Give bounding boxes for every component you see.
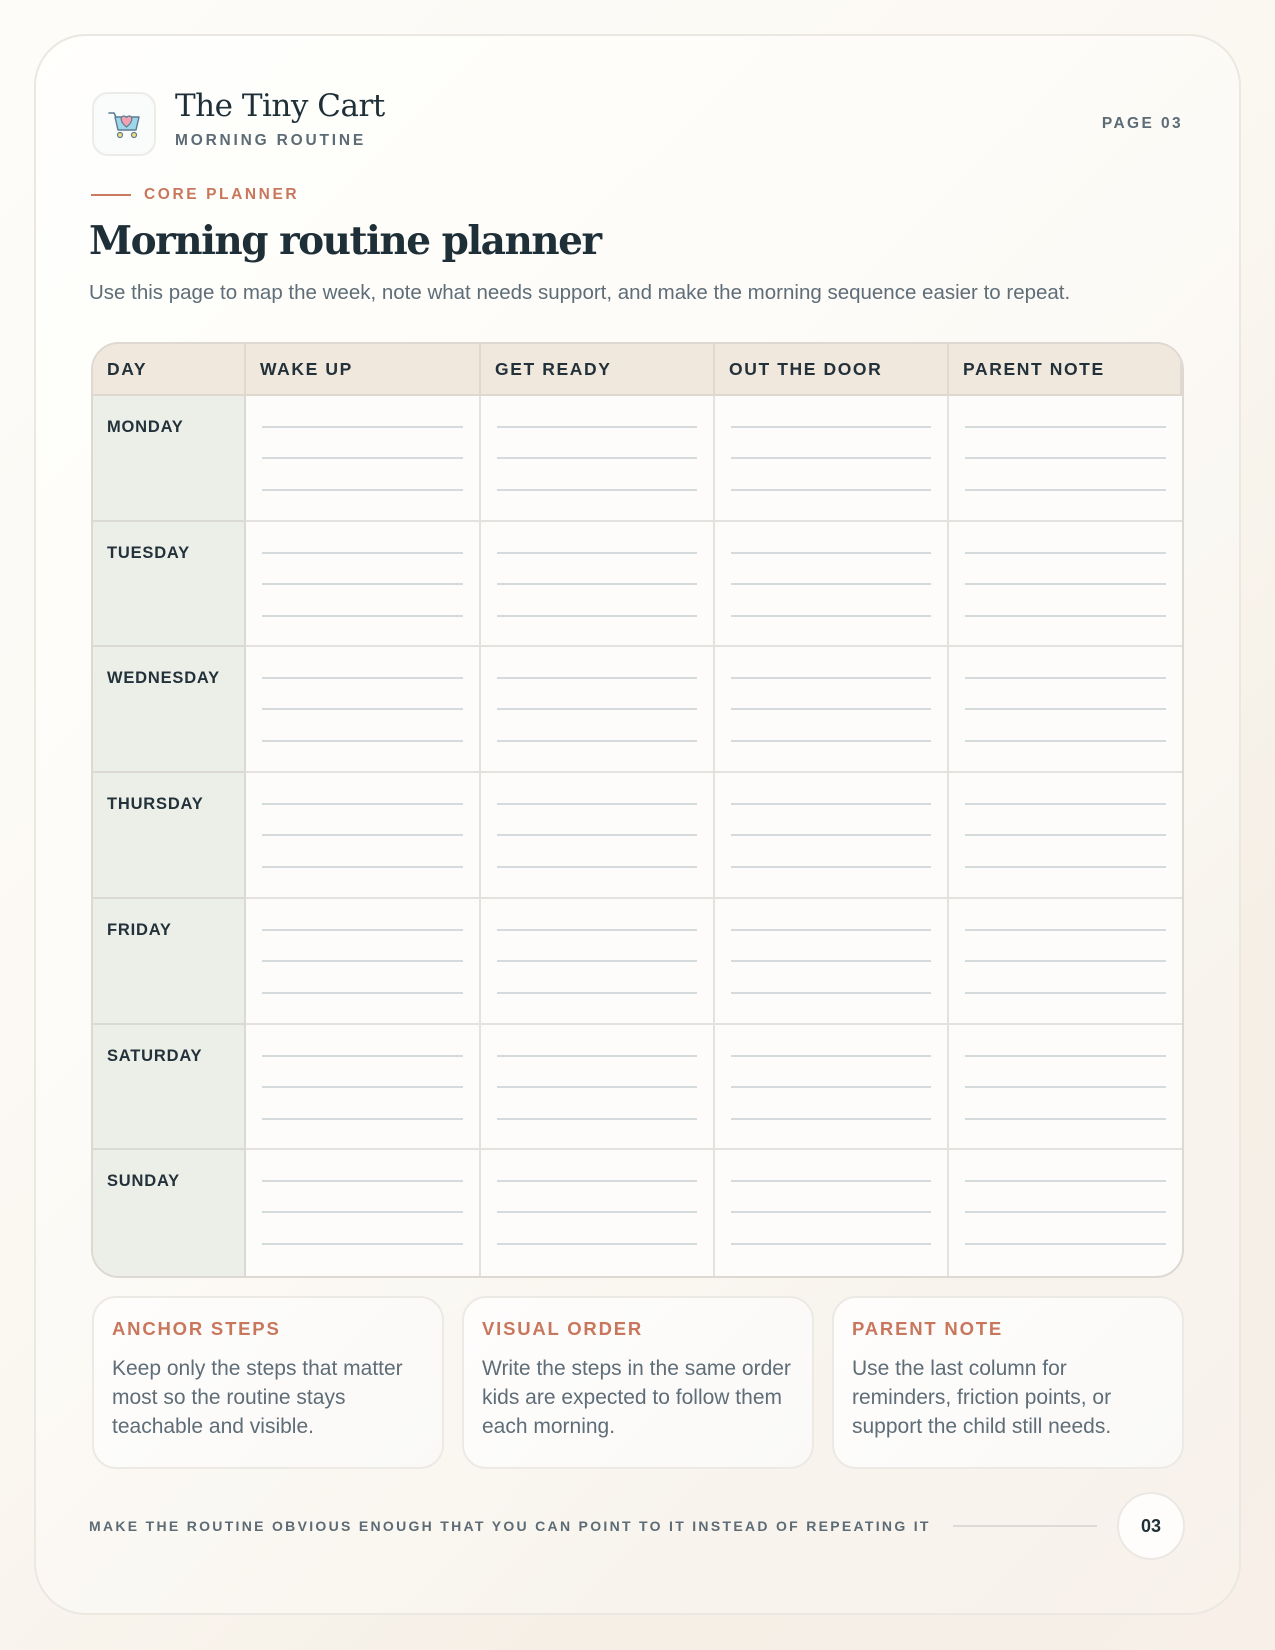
write-cell-parent-note[interactable] xyxy=(949,522,1182,648)
column-header-day: DAY xyxy=(93,344,246,396)
write-cell-get-ready[interactable] xyxy=(481,1150,715,1276)
tip-body: Write the steps in the same order kids are expected to follow them each morning. xyxy=(482,1357,791,1438)
writing-line xyxy=(497,960,697,962)
write-cell-get-ready[interactable] xyxy=(481,899,715,1025)
write-cell-parent-note[interactable] xyxy=(949,899,1182,1025)
column-header-out-the-door: OUT THE DOOR xyxy=(715,344,949,396)
footer-page-number: 03 xyxy=(1117,1492,1185,1560)
writing-line xyxy=(731,552,931,554)
eyebrow-text: CORE PLANNER xyxy=(144,186,300,203)
writing-line xyxy=(731,677,931,679)
writing-line xyxy=(731,1086,931,1088)
writing-line xyxy=(731,803,931,805)
write-cell-out-the-door[interactable] xyxy=(715,647,949,773)
write-cell-out-the-door[interactable] xyxy=(715,1025,949,1151)
writing-line xyxy=(262,866,463,868)
writing-line xyxy=(497,552,697,554)
writing-line xyxy=(965,1055,1166,1057)
write-cell-parent-note[interactable] xyxy=(949,647,1182,773)
writing-line xyxy=(497,1243,697,1245)
column-header-get-ready: GET READY xyxy=(481,344,715,396)
brand-subtitle: MORNING ROUTINE xyxy=(175,132,366,149)
writing-line xyxy=(965,960,1166,962)
writing-line xyxy=(965,834,1166,836)
writing-line xyxy=(965,1118,1166,1120)
writing-line xyxy=(497,1086,697,1088)
writing-line xyxy=(262,960,463,962)
writing-line xyxy=(731,457,931,459)
writing-line xyxy=(731,1211,931,1213)
weekly-planner-table xyxy=(91,342,1184,1278)
writing-line xyxy=(497,489,697,491)
writing-line xyxy=(262,489,463,491)
tip-title: ANCHOR STEPS xyxy=(112,1318,281,1339)
writing-line xyxy=(965,1211,1166,1213)
writing-line xyxy=(262,677,463,679)
writing-line xyxy=(497,866,697,868)
writing-line xyxy=(731,708,931,710)
write-cell-wake-up[interactable] xyxy=(246,396,481,522)
write-cell-parent-note[interactable] xyxy=(949,1025,1182,1151)
writing-line xyxy=(965,929,1166,931)
writing-line xyxy=(731,583,931,585)
writing-line xyxy=(262,1055,463,1057)
writing-line xyxy=(497,929,697,931)
writing-line xyxy=(965,1086,1166,1088)
write-cell-out-the-door[interactable] xyxy=(715,522,949,648)
page-title: Morning routine planner xyxy=(89,218,601,264)
write-cell-wake-up[interactable] xyxy=(246,1025,481,1151)
page-label: PAGE 03 xyxy=(1101,115,1183,132)
writing-line xyxy=(965,677,1166,679)
writing-line xyxy=(731,992,931,994)
writing-line xyxy=(731,1055,931,1057)
tip-title: VISUAL ORDER xyxy=(482,1318,644,1339)
writing-line xyxy=(262,1118,463,1120)
writing-line xyxy=(262,552,463,554)
write-cell-get-ready[interactable] xyxy=(481,522,715,648)
footer-rule xyxy=(953,1525,1097,1527)
tips-row xyxy=(92,1296,1184,1469)
column-header-parent-note: PARENT NOTE xyxy=(949,344,1182,396)
writing-line xyxy=(965,866,1166,868)
writing-line xyxy=(965,1243,1166,1245)
write-cell-parent-note[interactable] xyxy=(949,1150,1182,1276)
writing-line xyxy=(497,677,697,679)
tip-body: Use the last column for reminders, friction points, or support the child still needs. xyxy=(852,1357,1112,1438)
column-header-wake-up: WAKE UP xyxy=(246,344,481,396)
day-label: WEDNESDAY xyxy=(93,647,246,773)
writing-line xyxy=(262,1243,463,1245)
write-cell-wake-up[interactable] xyxy=(246,899,481,1025)
day-label: TUESDAY xyxy=(93,522,246,648)
write-cell-get-ready[interactable] xyxy=(481,1025,715,1151)
writing-line xyxy=(497,583,697,585)
writing-line xyxy=(262,1180,463,1182)
writing-line xyxy=(497,1211,697,1213)
writing-line xyxy=(731,1118,931,1120)
writing-line xyxy=(965,615,1166,617)
writing-line xyxy=(262,708,463,710)
tip-body: Keep only the steps that matter most so the routine stays teachable and visible. xyxy=(112,1357,403,1438)
writing-line xyxy=(262,1086,463,1088)
write-cell-out-the-door[interactable] xyxy=(715,773,949,899)
writing-line xyxy=(965,552,1166,554)
writing-line xyxy=(497,426,697,428)
writing-line xyxy=(262,740,463,742)
writing-line xyxy=(262,583,463,585)
footer-tagline: MAKE THE ROUTINE OBVIOUS ENOUGH THAT YOU CAN POINT TO IT INSTEAD OF REPEATING IT xyxy=(89,1518,931,1534)
writing-line xyxy=(497,1055,697,1057)
writing-line xyxy=(497,992,697,994)
day-label: FRIDAY xyxy=(93,899,246,1025)
writing-line xyxy=(965,489,1166,491)
day-label: SUNDAY xyxy=(93,1150,246,1276)
day-label: THURSDAY xyxy=(93,773,246,899)
writing-line xyxy=(497,708,697,710)
writing-line xyxy=(262,457,463,459)
writing-line xyxy=(497,1180,697,1182)
writing-line xyxy=(497,803,697,805)
write-cell-wake-up[interactable] xyxy=(246,647,481,773)
writing-line xyxy=(262,1211,463,1213)
brand-name: The Tiny Cart xyxy=(175,88,385,124)
writing-line xyxy=(497,1118,697,1120)
writing-line xyxy=(731,1243,931,1245)
day-label: MONDAY xyxy=(93,396,246,522)
write-cell-parent-note[interactable] xyxy=(949,396,1182,522)
writing-line xyxy=(262,615,463,617)
writing-line xyxy=(965,583,1166,585)
footer xyxy=(89,1492,1185,1560)
section-eyebrow xyxy=(91,186,299,204)
writing-line xyxy=(497,740,697,742)
writing-line xyxy=(497,615,697,617)
tip-card-anchor-steps xyxy=(92,1296,444,1469)
write-cell-out-the-door[interactable] xyxy=(715,396,949,522)
writing-line xyxy=(731,929,931,931)
writing-line xyxy=(731,426,931,428)
brand-logo xyxy=(92,92,156,156)
writing-line xyxy=(731,740,931,742)
writing-line xyxy=(965,708,1166,710)
writing-line xyxy=(731,489,931,491)
writing-line xyxy=(731,866,931,868)
writing-line xyxy=(731,1180,931,1182)
tip-card-parent-note xyxy=(832,1296,1184,1469)
writing-line xyxy=(965,457,1166,459)
writing-line xyxy=(731,960,931,962)
writing-line xyxy=(262,992,463,994)
writing-line xyxy=(731,615,931,617)
write-cell-out-the-door[interactable] xyxy=(715,899,949,1025)
writing-line xyxy=(965,740,1166,742)
writing-line xyxy=(965,1180,1166,1182)
writing-line xyxy=(497,834,697,836)
write-cell-parent-note[interactable] xyxy=(949,773,1182,899)
day-label: SATURDAY xyxy=(93,1025,246,1151)
write-cell-wake-up[interactable] xyxy=(246,1150,481,1276)
writing-line xyxy=(965,992,1166,994)
writing-line xyxy=(262,929,463,931)
write-cell-out-the-door[interactable] xyxy=(715,1150,949,1276)
write-cell-get-ready[interactable] xyxy=(481,773,715,899)
tip-title: PARENT NOTE xyxy=(852,1318,1004,1339)
page-description: Use this page to map the week, note what needs support, and make the morning sequence easier to repeat. xyxy=(89,281,1071,304)
tip-card-visual-order xyxy=(462,1296,814,1469)
write-cell-wake-up[interactable] xyxy=(246,773,481,899)
writing-line xyxy=(262,803,463,805)
write-cell-get-ready[interactable] xyxy=(481,647,715,773)
eyebrow-rule xyxy=(91,194,131,196)
shopping-cart-heart-icon xyxy=(106,108,142,140)
writing-line xyxy=(497,457,697,459)
writing-line xyxy=(965,803,1166,805)
writing-line xyxy=(262,426,463,428)
writing-line xyxy=(262,834,463,836)
writing-line xyxy=(965,426,1166,428)
writing-line xyxy=(731,834,931,836)
write-cell-get-ready[interactable] xyxy=(481,396,715,522)
write-cell-wake-up[interactable] xyxy=(246,522,481,648)
